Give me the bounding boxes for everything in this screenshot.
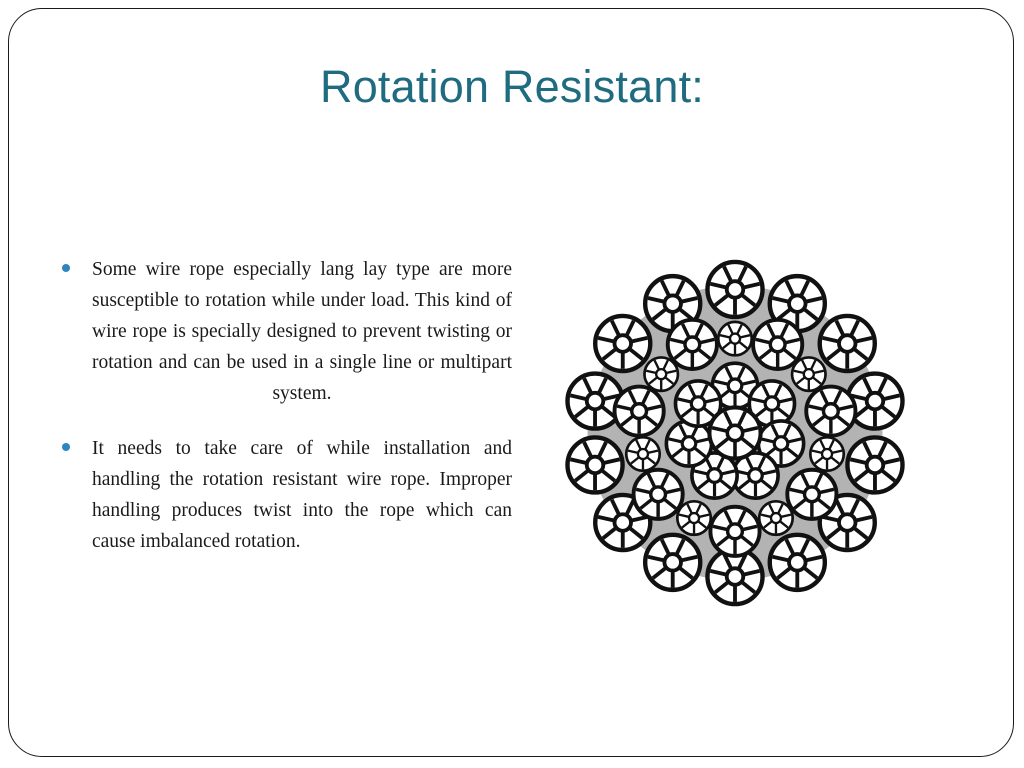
rope-strand [806, 387, 855, 436]
rope-strand [668, 320, 717, 369]
slide-title: Rotation Resistant: [320, 61, 704, 112]
rope-strand [787, 470, 836, 519]
bullet-list [60, 254, 512, 581]
bullet-text: It needs to take care of while installation and handling the rotation resistant wire rope. Improper handling produces twist into the rope which can cause imbalanced rotation. [92, 438, 512, 552]
rope-strand [820, 316, 875, 371]
bullet-dot-icon [62, 443, 70, 451]
rope-strand [677, 501, 710, 534]
rope-strand [615, 387, 664, 436]
rope-strand [595, 316, 650, 371]
rope-strand [626, 437, 659, 470]
rope-strand [707, 262, 762, 317]
rope-strand [718, 322, 751, 355]
bullet-text: Some wire rope especially lang lay type are more susceptible to rotation while under load. This kind of wire rope is specially designed to prevent twisting or rotation and can be used in a single line or multipart system. [92, 259, 512, 404]
rope-strand [770, 535, 825, 590]
rope-strand [709, 407, 760, 458]
rope-strand [645, 535, 700, 590]
rope-strand [710, 507, 759, 556]
bullet-item [60, 433, 512, 557]
rope-strand [759, 501, 792, 534]
rope-strand [810, 437, 843, 470]
rope-strand [753, 320, 802, 369]
bullet-item [60, 254, 512, 409]
rope-strand [567, 437, 622, 492]
rope-strand [666, 421, 711, 466]
rope-strand [634, 470, 683, 519]
wire-rope-cross-section-icon [558, 256, 912, 610]
rope-strand [847, 437, 902, 492]
bullet-dot-icon [62, 264, 70, 272]
